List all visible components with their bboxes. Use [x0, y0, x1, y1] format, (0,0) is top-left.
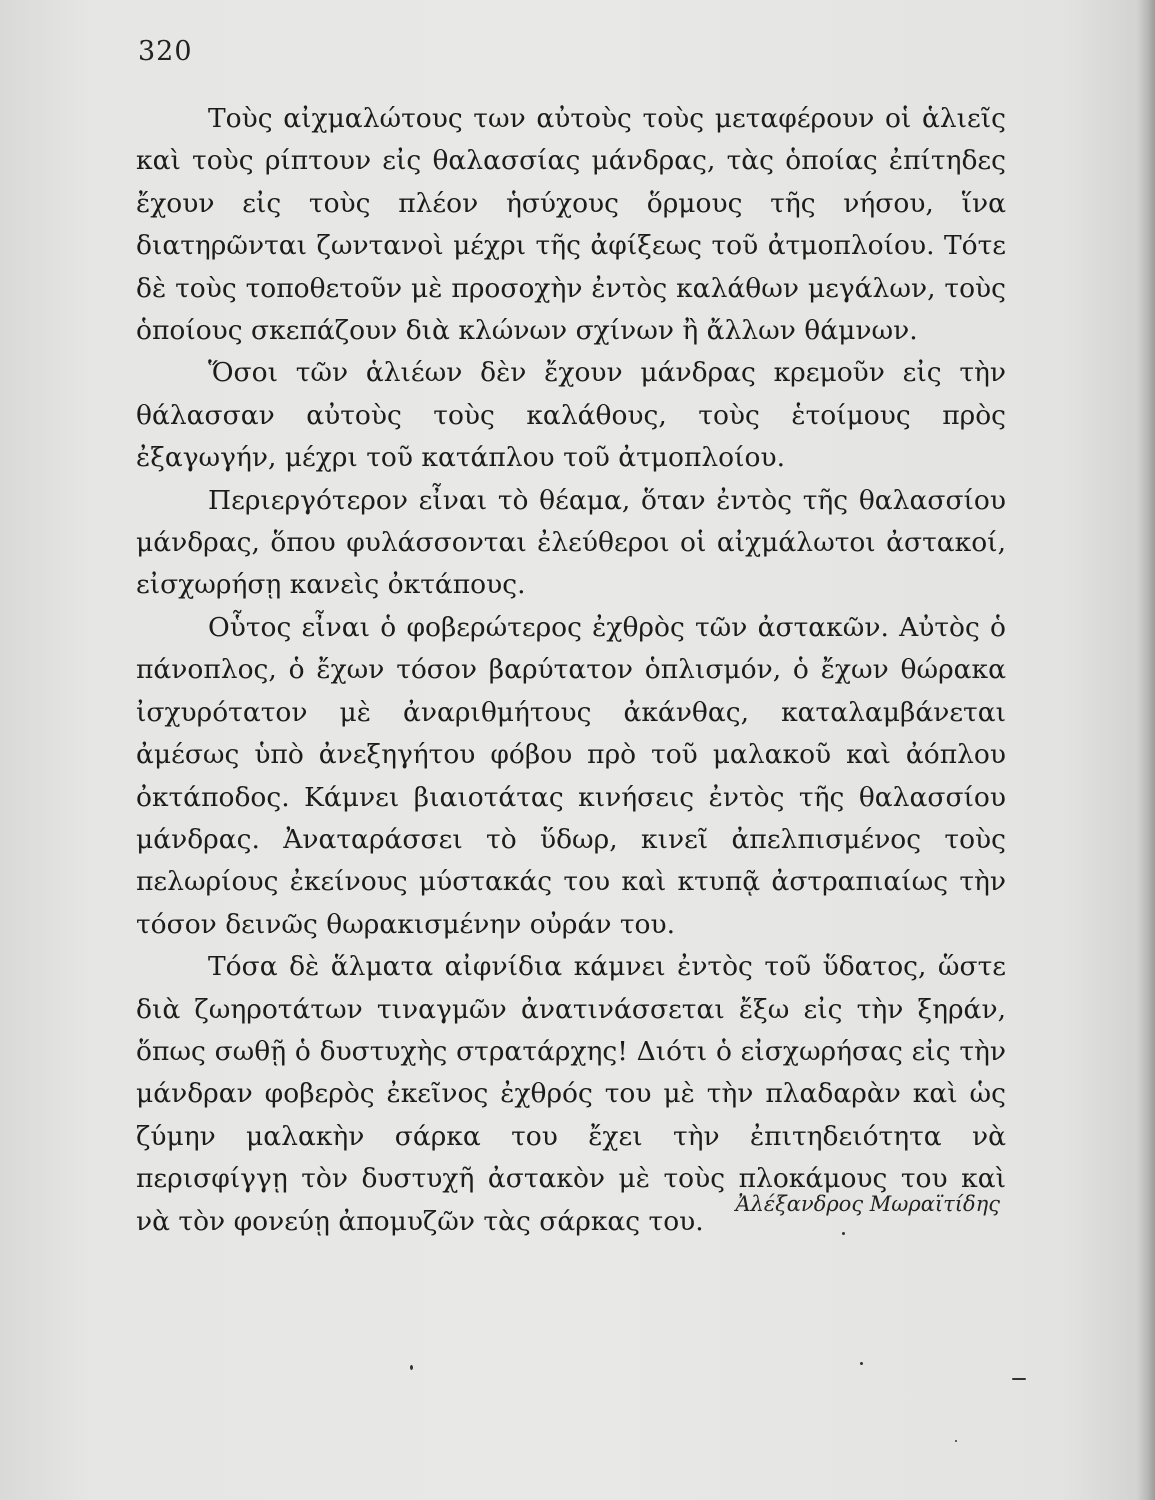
ink-speck — [410, 1365, 413, 1370]
paragraph: Ὅσοι τῶν ἁλιέων δὲν ἔχουν μάνδρας κρεμοῦν εἰς τὴν θάλασσαν αὐτοὺς τοὺς καλάθους, τοὺς ἑτοίμους πρὸς ἐξαγωγήν, μέχρι τοῦ κατάπλου τοῦ ἀτμοπλοίου. — [136, 357, 1006, 474]
page-edge-shadow — [1137, 0, 1155, 1500]
body-text — [136, 98, 1006, 1243]
paragraph: Τόσα δὲ ἅλματα αἰφνίδια κάμνει ἐντὸς τοῦ ὕδατος, ὥστε διὰ ζωηροτάτων τιναγμῶν ἀνατινάσσεται ἔξω εἰς τὴν ξηράν, ὅπως σωθῇ ὁ δυστυχὴς στρατάρχης! Διότι ὁ εἰσχωρήσας εἰς τὴν μάνδραν φοβερὸς ἐκεῖνος ἐχθρός του μὲ τὴν πλαδαρὰν καὶ ὡς ζύμην μαλακὴν σάρκα του ἔχει τὴν ἐπιτηδειότητα νὰ περισφίγγῃ τὸν δυστυχῆ ἀστακὸν μὲ τοὺς πλοκάμους του καὶ νὰ τὸν φονεύῃ ἀπομυζῶν τὰς σάρκας του. — [136, 951, 1006, 1237]
paragraph: Περιεργότερον εἶναι τὸ θέαμα, ὅταν ἐντὸς τῆς θαλασσίου μάνδρας, ὅπου φυλάσσονται ἐλεύθεροι οἱ αἰχμάλωτοι ἀστακοί, εἰσχωρήσῃ κανεὶς ὀκτάπους. — [136, 484, 1006, 601]
author-signature: Ἀλέξανδρος Μωραϊτίδης — [735, 1192, 1000, 1216]
ink-speck — [1012, 1378, 1026, 1380]
paragraph: Τοὺς αἰχμαλώτους των αὐτοὺς τοὺς μεταφέρουν οἱ ἁλιεῖς καὶ τοὺς ρίπτουν εἰς θαλασσίας μάνδρας, τὰς ὁποίας ἐπίτηδες ἔχουν εἰς τοὺς πλέον ἡσύχους ὅρμους τῆς νήσου, ἵνα διατηρῶνται ζωντανοὶ μέχρι τῆς ἀφίξεως τοῦ ἀτμοπλοίου. Τότε δὲ τοὺς τοποθετοῦν μὲ προσοχὴν ἐντὸς καλάθων μεγάλων, τοὺς ὁποίους σκεπάζουν διὰ κλώνων σχίνων ἢ ἄλλων θάμνων. — [136, 103, 1006, 347]
ink-speck — [842, 1232, 845, 1235]
paragraph: Οὗτος εἶναι ὁ φοβερώτερος ἐχθρὸς τῶν ἀστακῶν. Αὐτὸς ὁ πάνοπλος, ὁ ἔχων τόσον βαρύτατον ὁπλισμόν, ὁ ἔχων θώρακα ἰσχυρότατον μὲ ἀναριθμήτους ἀκάνθας, καταλαμβάνεται ἀμέσως ὑπὸ ἀνεξηγήτου φόβου πρὸ τοῦ μαλακοῦ καὶ ἀόπλου ὀκτάποδος. Κάμνει βιαιοτάτας κινήσεις ἐντὸς τῆς θαλασσίου μάνδρας. Ἀναταράσσει τὸ ὕδωρ, κινεῖ ἀπελπισμένος τοὺς πελωρίους ἐκείνους μύστακάς του καὶ κτυπᾷ ἀστραπιαίως τὴν τόσον δεινῶς θωρακισμένην οὐράν του. — [136, 611, 1006, 940]
page-number: 320 — [138, 36, 193, 67]
ink-speck — [955, 1440, 957, 1442]
ink-speck — [860, 1362, 863, 1365]
